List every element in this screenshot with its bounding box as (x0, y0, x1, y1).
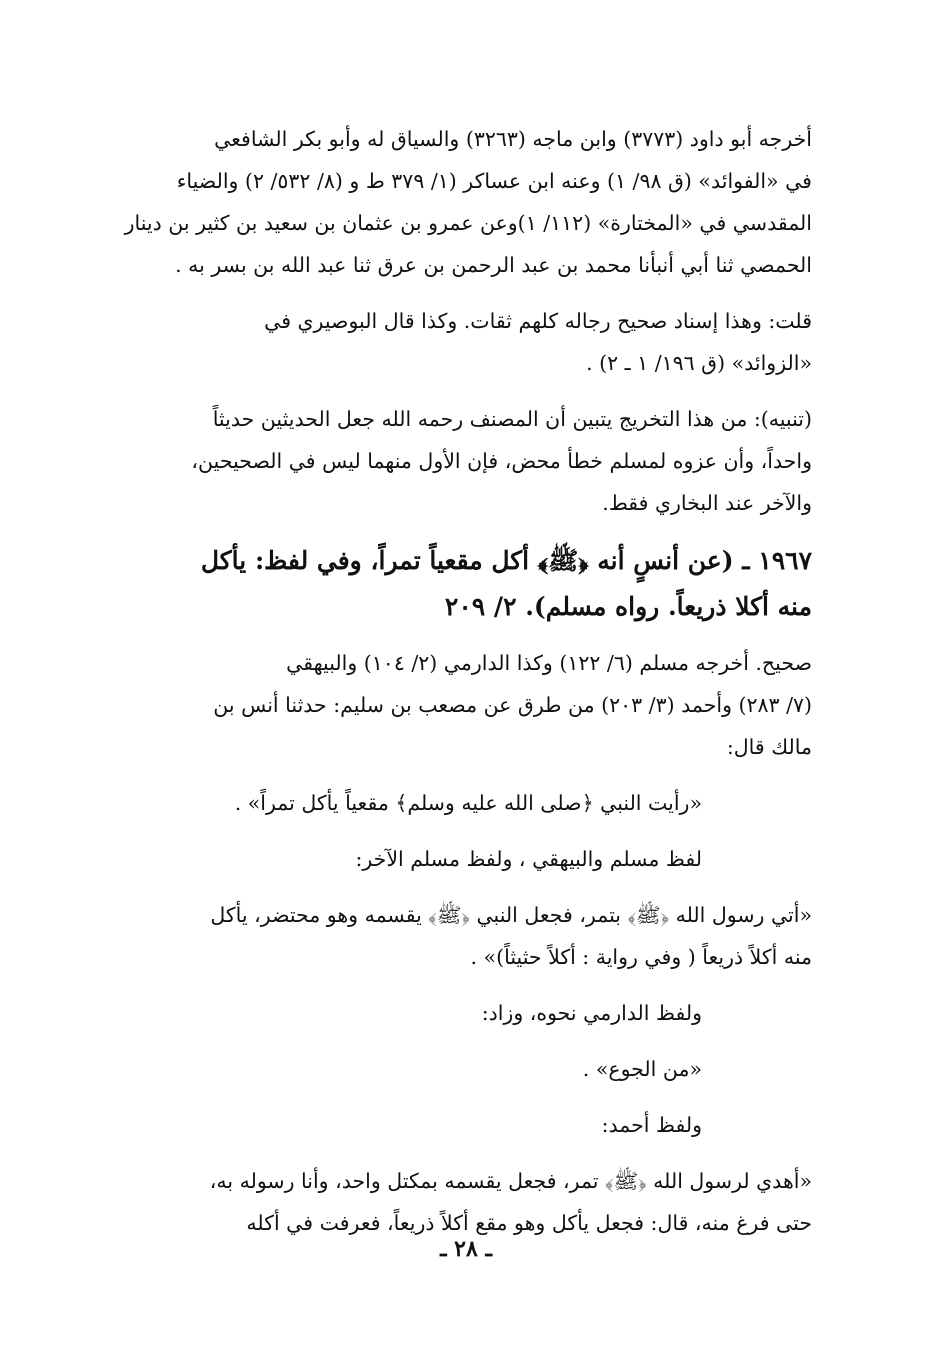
tanbih-paragraph (100, 398, 812, 524)
text-line: «الزوائد» (ق ١٩٦/ ١ ـ ٢) . (586, 351, 812, 375)
text-line: أخرجه أبو داود (٣٧٧٣) وابن ماجه (٣٢٦٣) والسياق له وأبو بكر الشافعي (214, 127, 812, 151)
quote-line: «رأيت النبي ﴿صلى الله عليه وسلم﴾ مقعياً يأكل تمراً» . (234, 791, 702, 815)
text-line: (٧/ ٢٨٣) وأحمد (٣/ ٢٠٣) من طرق عن مصعب بن سليم: حدثنا أنس بن (213, 693, 812, 717)
lafz-muslim-note (100, 838, 812, 880)
quote-line: «من الجوع» . (582, 1057, 702, 1081)
page-body (100, 118, 812, 1258)
text-line: في «الفوائد» (ق ٩٨/ ١) وعنه ابن عساكر (١/ ٣٧٩ ط و (٨/ ٥٣٢/ ٢) والضياء (176, 169, 812, 193)
text-line: قلت: وهذا إسناد صحيح رجاله كلهم ثقات. وكذا قال البوصيري في (264, 309, 812, 333)
text-line: ولفظ أحمد: (601, 1113, 702, 1137)
hadith-heading (100, 538, 812, 630)
text-line: واحداً، وأن عزوه لمسلم خطأ محض، فإن الأول منهما ليس في الصحيحين، (191, 449, 812, 473)
quote-ra-aytu (100, 782, 812, 824)
qultu-paragraph (100, 300, 812, 384)
quote-uti (100, 894, 812, 978)
quote-line: حتى فرغ منه، قال: فجعل يأكل وهو مقع أكلاً ذريعاً، فعرفت في أكله (246, 1211, 812, 1235)
takhrij-paragraph-2 (100, 642, 812, 768)
lafz-darimi-note (100, 992, 812, 1034)
text-line: ولفظ الدارمي نحوه، وزاد: (481, 1001, 702, 1025)
text-line: مالك قال: (726, 735, 812, 759)
text-line: لفظ مسلم والبيهقي ، ولفظ مسلم الآخر: (355, 847, 702, 871)
text-line: (تنبيه): من هذا التخريج يتبين أن المصنف رحمه الله جعل الحديثين حديثاً (212, 407, 812, 431)
text-line: المقدسي في «المختارة» (١١٢/ ١)وعن عمرو بن عثمان بن سعيد بن كثير بن دينار (124, 211, 812, 235)
quote-min-al-ju (100, 1048, 812, 1090)
quote-line: منه أكلاً ذريعاً ( وفي رواية : أكلاً حثيثاً)» . (470, 945, 812, 969)
quote-line: «أهدي لرسول الله ﴿ﷺ﴾ تمر، فجعل يقسمه بمكتل واحد، وأنا رسوله به، (209, 1169, 812, 1193)
quote-line: «أتي رسول الله ﴿ﷺ﴾ بتمر، فجعل النبي ﴿ﷺ﴾ يقسمه وهو محتضر، يأكل (210, 903, 812, 927)
takhrij-paragraph-1 (100, 118, 812, 286)
lafz-ahmad-note (100, 1104, 812, 1146)
text-line: والآخر عند البخاري فقط. (602, 491, 812, 515)
text-line: صحيح. أخرجه مسلم (٦/ ١٢٢) وكذا الدارمي (٢/ ١٠٤) والبيهقي (286, 651, 812, 675)
hadith-line: منه أكلا ذريعاً. رواه مسلم). ٢/ ٢٠٩ (444, 592, 812, 621)
text-line: الحمصي ثنا أبي أنبأنا محمد بن عبد الرحمن بن عرق ثنا عبد الله بن بسر به . (175, 253, 812, 277)
page-number: ـ ٢٨ ـ (440, 1236, 492, 1262)
hadith-line: ١٩٦٧ ـ (عن أنسٍ أنه ﴿ﷺ﴾ أكل مقعياً تمراً، وفي لفظ: يأكل (200, 546, 812, 575)
quote-uhdiya (100, 1160, 812, 1244)
